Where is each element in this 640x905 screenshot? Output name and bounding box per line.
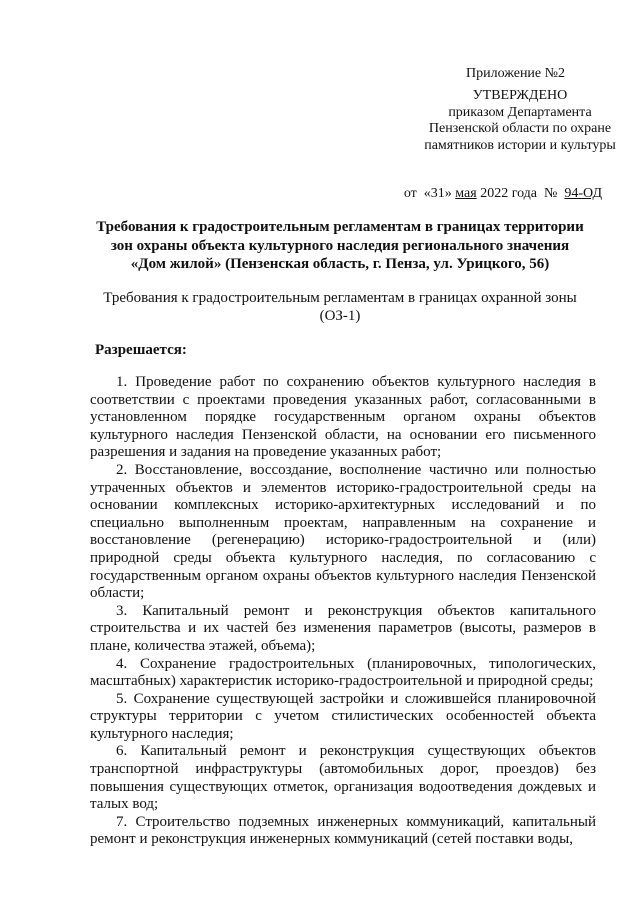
requirement-item: 2. Восстановление, воссоздание, восполнение частично или полностью утраченных объектов и элементов историко-градостроительной среды на основании комплексных историко-архитектурных исследований и по специально выполненным проектам, направленным на сохранение и восстановление (регенерацию) историко-градостроительной и (или) природной среды объекта культурного наследия, по согласованию с государственным органом охраны объектов культурного наследия Пензенской области; [90, 461, 596, 602]
section-heading: Разрешается: [95, 342, 187, 358]
requirement-item: 6. Капитальный ремонт и реконструкция существующих объектов транспортной инфраструктуры (автомобильных дорог, проездов) без повышения существующих отметок, организация водоотведения дождевых и талых вод; [90, 743, 596, 813]
document-title [80, 218, 600, 274]
order-month: мая [455, 186, 477, 201]
appendix-label: Приложение №2 [466, 66, 565, 81]
requirement-item: 7. Строительство подземных инженерных коммуникаций, капитальный ремонт и реконструкция инженерных коммуникаций (сетей поставки воды, [90, 813, 596, 848]
requirement-item: 1. Проведение работ по сохранению объектов культурного наследия в соответствии с проектами проведения указанных работ, согласованными в установленном порядке государственным органом охраны объектов культурного наследия Пензенской области, на основании его письменного разрешения и задания на проведение указанных работ; [90, 374, 596, 461]
document-subtitle [90, 289, 590, 325]
order-prefix: от [403, 186, 417, 201]
title-line: зон охраны объекта культурного наследия регионального значения [110, 237, 570, 254]
title-line: «Дом жилой» (Пензенская область, г. Пенза, ул. Урицкого, 56) [130, 256, 550, 272]
order-line [0, 186, 602, 202]
subtitle-line: Требования к градостроительным регламентам в границах охранной зоны [103, 290, 577, 306]
approved-by-text: приказом Департамента Пензенской области по охране памятников истории и культуры [424, 104, 616, 153]
order-year: 2022 года [480, 186, 538, 201]
requirement-item: 5. Сохранение существующей застройки и сложившейся планировочной структуры территории с учетом стилистических особенностей объекта культурного наследия; [90, 690, 596, 742]
subtitle-line: (ОЗ-1) [319, 308, 361, 324]
requirement-item: 4. Сохранение градостроительных (планировочных, типологических, масштабных) характеристик историко-градостроительной и природной среды; [90, 655, 596, 690]
title-line: Требования к градостроительным регламентам в границах территории [96, 219, 584, 235]
order-number-sign: № [544, 186, 558, 201]
approved-stamp-text: УТВЕРЖДЕНО [472, 88, 568, 103]
approval-block [420, 88, 620, 154]
requirement-item: 3. Капитальный ремонт и реконструкция объектов капитального строительства и их частей без изменения параметров (высоты, размеров в плане, количества этажей, объема); [90, 602, 596, 654]
order-number: 94-ОД [564, 186, 602, 201]
order-day: «31» [423, 186, 452, 201]
requirements-list [90, 374, 596, 849]
